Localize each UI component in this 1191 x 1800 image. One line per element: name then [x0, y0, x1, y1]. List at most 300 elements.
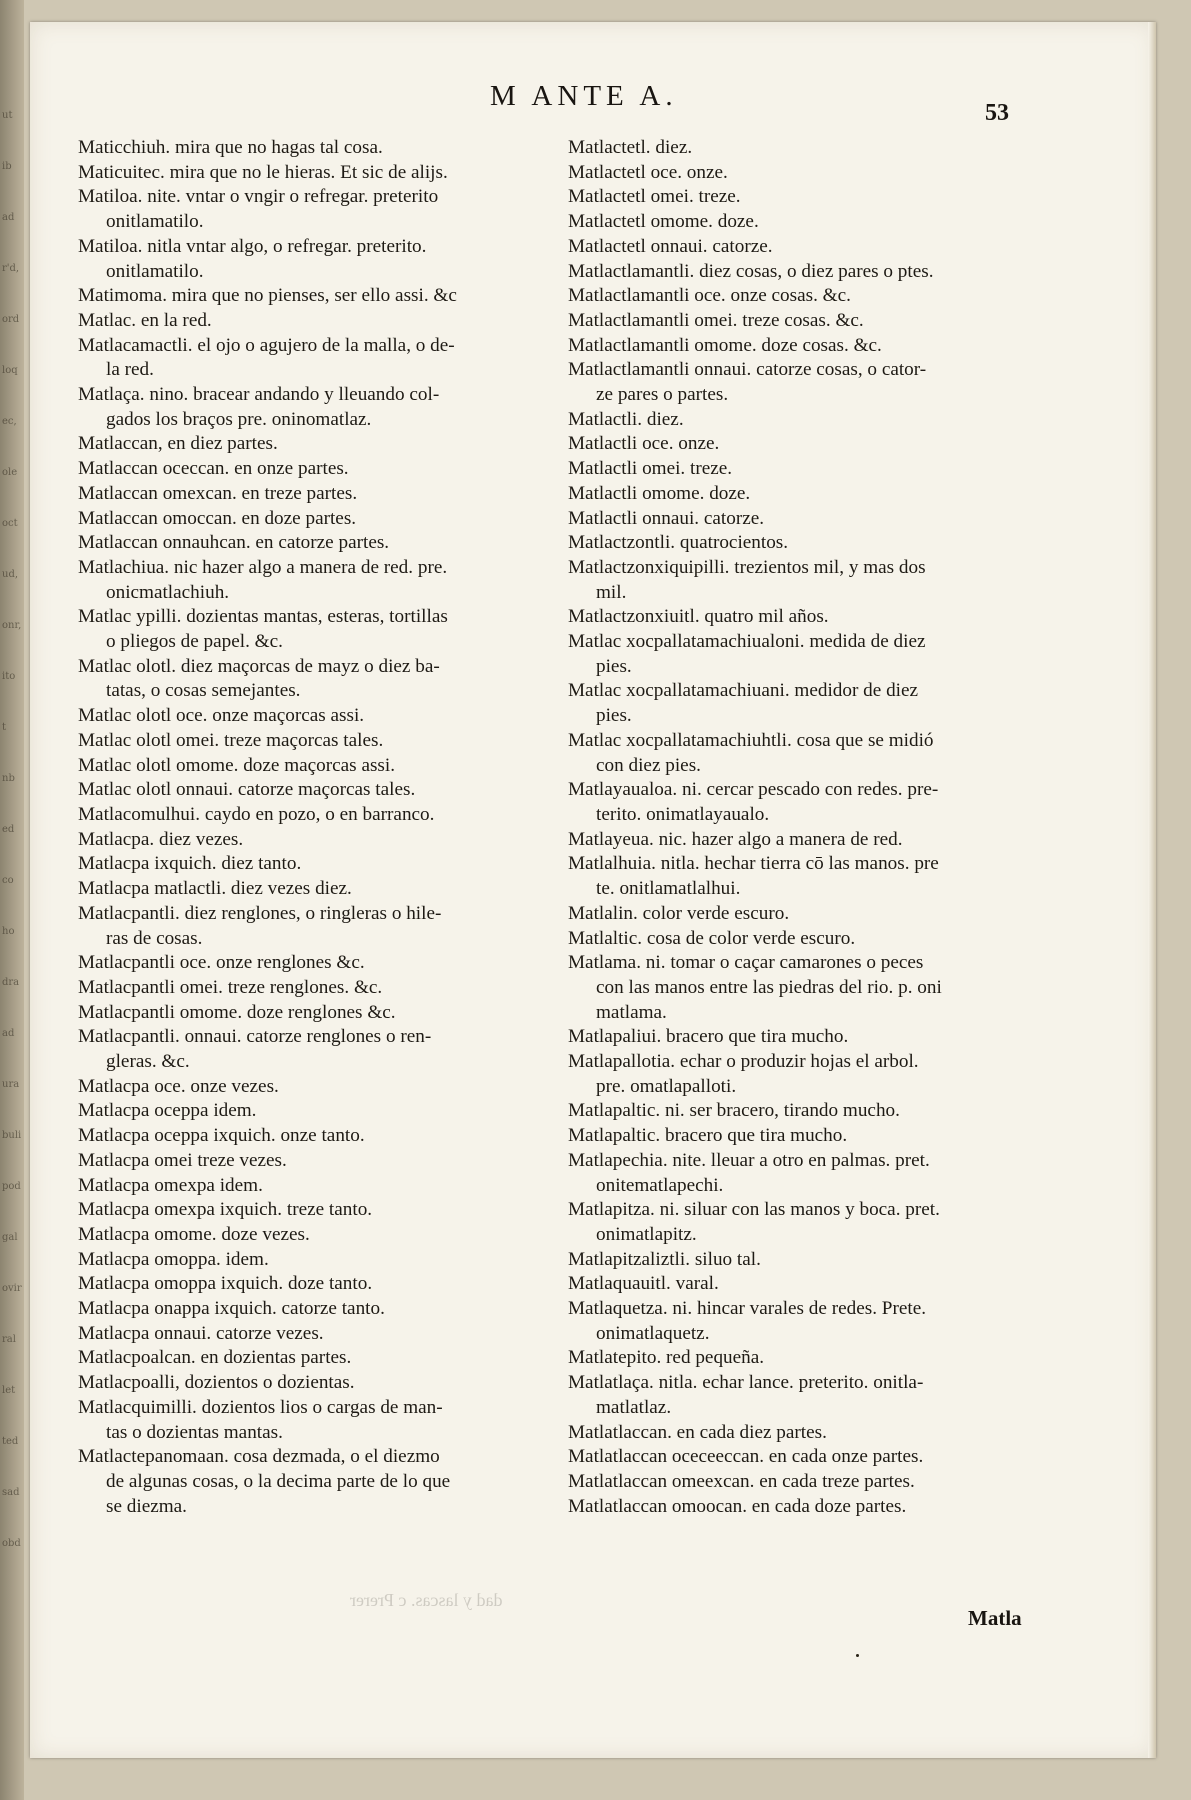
dictionary-entry: [78, 1297, 550, 1322]
entry-definition: onnaui. catorze vezes.: [154, 1322, 324, 1344]
dictionary-entry: [78, 754, 550, 779]
entry-headword: Matlactetl: [568, 211, 646, 233]
dictionary-entry: [78, 309, 550, 334]
entry-headword: Matlapaltic.: [568, 1100, 661, 1122]
entry-definition: oceceeccan. en cada onze partes.: [671, 1446, 924, 1468]
entry-headword: Matlactlamantli: [568, 309, 690, 331]
entry-definition: omome. doze maçorcas assi.: [176, 754, 396, 776]
entry-headword: Matlatepito.: [568, 1347, 662, 1369]
dictionary-entry: [568, 358, 1036, 407]
dictionary-entry: [568, 260, 1036, 285]
dictionary-entry: [78, 778, 550, 803]
dictionary-entry: [78, 655, 550, 704]
entry-headword: Matlacomulhui.: [78, 803, 201, 825]
dictionary-entry: [78, 432, 550, 457]
entry-definition: diez renglones, o ringleras o hile-: [184, 902, 442, 924]
dictionary-entry: [568, 1346, 1036, 1371]
entry-headword: Matlacpa: [78, 1125, 150, 1147]
dictionary-entry: [78, 828, 550, 853]
entry-headword: Matlacpantli: [78, 952, 175, 974]
entry-definition: en diez partes.: [167, 433, 278, 455]
entry-headword: Matlacpantli.: [78, 902, 180, 924]
entry-headword: Matlatlaccan: [568, 1495, 668, 1517]
entry-headword: Matlayeua.: [568, 828, 654, 850]
right-column: [568, 136, 1036, 1519]
entry-headword: Matlactetl: [568, 186, 646, 208]
dictionary-entry: [78, 1075, 550, 1100]
bleed-mark: t: [2, 722, 7, 733]
bleed-mark: ud,: [2, 569, 19, 580]
bleed-mark: ad: [2, 1028, 15, 1039]
entry-headword: Matlalin.: [568, 902, 638, 924]
entry-definition: diez.: [646, 408, 684, 430]
dictionary-entry: [568, 284, 1036, 309]
dictionary-entry: [78, 852, 550, 877]
bleed-mark: onr,: [2, 620, 22, 631]
bleed-mark: sad: [2, 1487, 20, 1498]
entry-headword: Matlacpa: [78, 1075, 150, 1097]
entry-definition: omome. doze cosas. &c.: [694, 334, 882, 356]
entry-definition: ixquich. diez tanto.: [154, 853, 302, 875]
entry-continuation: ras de cosas.: [106, 927, 203, 949]
entry-headword: Matlacpa: [78, 1223, 150, 1245]
entry-continuation: gleras. &c.: [106, 1051, 190, 1073]
entry-continuation: onimatlaquetz.: [596, 1322, 710, 1344]
entry-headword: Matlacpa: [78, 1174, 150, 1196]
entry-definition: el ojo o agujero de la malla, o de-: [197, 334, 455, 356]
entry-definition: diez vezes.: [158, 828, 244, 850]
entry-headword: Matlactzonxiquipilli.: [568, 556, 730, 578]
entry-definition: ni. tomar o caçar camarones o peces: [645, 952, 924, 974]
entry-continuation: ze pares o partes.: [596, 384, 729, 406]
dictionary-entry: [78, 1174, 550, 1199]
dictionary-entry: [78, 136, 550, 161]
dictionary-entry: [78, 951, 550, 976]
dictionary-entry: [78, 1371, 550, 1396]
entry-headword: Matlaquauitl.: [568, 1273, 671, 1295]
dictionary-entry: [78, 1396, 550, 1445]
entry-headword: Matlac olotl: [78, 705, 172, 727]
entry-continuation: matlama.: [596, 1001, 667, 1023]
bleed-mark: pod: [2, 1181, 21, 1192]
bleed-mark: nb: [2, 773, 15, 784]
bleed-mark: gal: [2, 1232, 18, 1243]
dictionary-entry: [568, 1272, 1036, 1297]
entry-headword: Matlac olotl: [78, 729, 172, 751]
dictionary-entry: [78, 161, 550, 186]
bleed-mark: loq: [2, 365, 18, 376]
entry-headword: Matlaça.: [78, 384, 145, 406]
dictionary-entry: [568, 408, 1036, 433]
entry-definition: oce. onze cosas. &c.: [694, 285, 851, 307]
bleed-mark: ole: [2, 467, 18, 478]
entry-definition: oce. onze maçorcas assi.: [176, 705, 365, 727]
entry-definition: nitla. hechar tierra cō las manos. pre: [660, 853, 939, 875]
entry-headword: Matlaccan: [78, 532, 158, 554]
entry-headword: Matlacquimilli.: [78, 1396, 197, 1418]
entry-definition: diez maçorcas de mayz o diez ba-: [180, 655, 440, 677]
entry-headword: Matlatlaccan.: [568, 1421, 672, 1443]
dictionary-entry: [568, 1198, 1036, 1247]
entry-definition: bracero que tira mucho.: [664, 1125, 848, 1147]
entry-headword: Matlacpantli.: [78, 1026, 180, 1048]
bleed-mark: let: [2, 1385, 16, 1396]
dictionary-entry: [568, 1050, 1036, 1099]
entry-headword: Matlactlamantli.: [568, 260, 695, 282]
entry-definition: dozientos lios o cargas de man-: [201, 1396, 443, 1418]
entry-headword: Matiloa.: [78, 186, 143, 208]
entry-headword: Matlactetl: [568, 235, 646, 257]
entry-continuation: onicmatlachiuh.: [106, 581, 230, 603]
entry-headword: Matlacpa: [78, 853, 150, 875]
bleed-mark: buli: [2, 1130, 22, 1141]
entry-definition: medida de diez: [809, 631, 926, 653]
entry-definition: en la red.: [140, 309, 212, 331]
entry-headword: Matlatlaccan: [568, 1446, 668, 1468]
entry-headword: Matlactli: [568, 458, 638, 480]
dictionary-entry: [568, 630, 1036, 679]
dictionary-entry: [568, 457, 1036, 482]
dictionary-entry: [568, 1149, 1036, 1198]
entry-definition: quatro mil años.: [704, 606, 829, 628]
entry-continuation: de algunas cosas, o la decima parte de lo que: [106, 1470, 451, 1492]
entry-headword: Matiloa.: [78, 235, 143, 257]
entry-definition: omoppa. idem.: [154, 1248, 269, 1270]
entry-definition: onnaui. catorze renglones o ren-: [184, 1026, 432, 1048]
bleed-mark: ord: [2, 314, 20, 325]
entry-definition: nino. bracear andando y lleuando col-: [149, 384, 440, 406]
bleed-mark: ed: [2, 824, 15, 835]
dictionary-entry: [78, 507, 550, 532]
entry-continuation: onitlamatilo.: [106, 260, 204, 282]
dictionary-entry: [78, 1223, 550, 1248]
entry-definition: omexpa ixquich. treze tanto.: [154, 1199, 373, 1221]
entry-definition: nic. hazer algo a manera de red.: [658, 828, 903, 850]
entry-definition: oceccan. en onze partes.: [162, 458, 349, 480]
dictionary-entry: [568, 1445, 1036, 1470]
dictionary-entry: [568, 927, 1036, 952]
entry-continuation: te. onitlamatlalhui.: [596, 878, 741, 900]
entry-headword: Matlactetl: [568, 161, 646, 183]
dictionary-entry: [568, 605, 1036, 630]
dictionary-entry: [568, 482, 1036, 507]
dictionary-entry: [78, 531, 550, 556]
entry-headword: Matlapaltic.: [568, 1125, 661, 1147]
dictionary-entry: [568, 1248, 1036, 1273]
entry-definition: bracero que tira mucho.: [666, 1026, 849, 1048]
catchword: Matla: [968, 1606, 1022, 1630]
page-number: 53: [985, 100, 1009, 126]
dictionary-entry: [78, 1124, 550, 1149]
bleed-mark: ho: [2, 926, 15, 937]
bleed-mark: ral: [2, 1334, 16, 1345]
dictionary-entry: [568, 902, 1036, 927]
entry-definition: omoccan. en doze partes.: [162, 507, 357, 529]
entry-continuation: onitlamatilo.: [106, 211, 204, 233]
entry-headword: Matlac xocpallatamachiuani.: [568, 680, 790, 702]
dictionary-entry: [568, 334, 1036, 359]
entry-headword: Matlacpantli: [78, 1001, 175, 1023]
entry-definition: nitla vntar algo, o refregar. preterito.: [147, 235, 427, 257]
bleed-mark: ovir: [2, 1283, 22, 1294]
entry-headword: Matlac.: [78, 309, 137, 331]
dictionary-entry: [568, 778, 1036, 827]
entry-headword: Matlama.: [568, 952, 641, 974]
entry-continuation: con diez pies.: [596, 754, 701, 776]
left-column: [78, 136, 550, 1519]
dictionary-entry: [568, 951, 1036, 1025]
entry-headword: Matlacpa: [78, 1322, 150, 1344]
entry-definition: oce. onze renglones &c.: [179, 952, 365, 974]
dictionary-entry: [78, 334, 550, 383]
entry-definition: omexcan. en treze partes.: [162, 482, 358, 504]
entry-continuation: o pliegos de papel. &c.: [106, 631, 283, 653]
entry-headword: Matlactetl.: [568, 137, 651, 158]
dictionary-entry: [568, 210, 1036, 235]
entry-continuation: pies.: [596, 705, 632, 727]
ink-speck: [856, 1654, 859, 1657]
dictionary-entry: [78, 976, 550, 1001]
entry-headword: Matlaquetza.: [568, 1298, 668, 1320]
dictionary-entry: [568, 185, 1036, 210]
entry-headword: Matlacpa: [78, 1100, 150, 1122]
entry-continuation: onitematlapechi.: [596, 1174, 724, 1196]
entry-headword: Matlac ypilli.: [78, 606, 182, 628]
dictionary-entry: [568, 1470, 1036, 1495]
entry-definition: matlactli. diez vezes diez.: [154, 878, 352, 900]
entry-continuation: mil.: [596, 581, 627, 603]
entry-headword: Matlactzontli.: [568, 532, 676, 554]
entry-definition: dozientos o dozientas.: [184, 1372, 355, 1394]
page-edge-shadow: [1148, 22, 1156, 1758]
bleed-mark: co: [2, 875, 14, 886]
dictionary-entry: [78, 235, 550, 284]
entry-definition: mira que no hagas tal cosa.: [174, 137, 383, 158]
entry-headword: Matlacpa: [78, 1298, 150, 1320]
dictionary-entry: [78, 1445, 550, 1519]
entry-definition: nitla. echar lance. preterito. onitla-: [658, 1372, 924, 1394]
entry-continuation: la red.: [106, 359, 154, 381]
entry-definition: medidor de diez: [794, 680, 919, 702]
entry-headword: Matlacpantli: [78, 976, 175, 998]
entry-headword: Matlactli: [568, 433, 638, 455]
entry-headword: Matlacpoalcan.: [78, 1347, 196, 1369]
dictionary-entry: [568, 161, 1036, 186]
entry-headword: Matlaccan,: [78, 433, 163, 455]
entry-headword: Matlac olotl: [78, 779, 172, 801]
entry-definition: omoppa ixquich. doze tanto.: [154, 1273, 373, 1295]
dictionary-entry: [78, 803, 550, 828]
entry-definition: omome. doze renglones &c.: [179, 1001, 396, 1023]
running-head: M ANTE A.: [490, 80, 678, 112]
dictionary-entry: [568, 235, 1036, 260]
entry-definition: nic hazer algo a manera de red. pre.: [173, 556, 448, 578]
dictionary-entry: [78, 284, 550, 309]
entry-continuation: pre. omatlapalloti.: [596, 1075, 737, 1097]
entry-definition: ni. siluar con las manos y boca. pret.: [659, 1199, 940, 1221]
dictionary-entry: [568, 1371, 1036, 1420]
dictionary-entry: [568, 432, 1036, 457]
entry-headword: Matlacpa: [78, 1199, 150, 1221]
entry-headword: Matlapitza.: [568, 1199, 655, 1221]
dictionary-entry: [78, 185, 550, 234]
entry-definition: trezientos mil, y mas dos: [734, 556, 926, 578]
entry-definition: onnaui. catorze cosas, o cator-: [694, 359, 927, 381]
entry-continuation: gados los braços pre. oninomatlaz.: [106, 408, 372, 430]
entry-definition: oce. onze.: [642, 433, 720, 455]
entry-definition: ni. ser bracero, tirando mucho.: [664, 1100, 900, 1122]
entry-headword: Matlapaliui.: [568, 1026, 662, 1048]
entry-headword: Matlactli: [568, 482, 638, 504]
entry-definition: omei treze vezes.: [154, 1149, 287, 1171]
entry-definition: onappa ixquich. catorze tanto.: [154, 1298, 385, 1320]
bleed-mark: ted: [2, 1436, 19, 1447]
bleed-mark: ito: [2, 671, 16, 682]
entry-headword: Matlactli.: [568, 408, 643, 430]
entry-definition: diez.: [655, 137, 693, 158]
entry-definition: ni. cercar pescado con redes. pre-: [682, 779, 939, 801]
entry-headword: Matlaccan: [78, 458, 158, 480]
bleed-mark: ec,: [2, 416, 17, 427]
bleed-mark: ad: [2, 212, 15, 223]
entry-definition: omome. doze vezes.: [154, 1223, 310, 1245]
entry-definition: mira que no le hieras. Et sic de alijs.: [169, 161, 448, 183]
bleed-mark: oct: [2, 518, 18, 529]
entry-headword: Matlactli: [568, 507, 638, 529]
bleed-mark: ura: [2, 1079, 20, 1090]
bleed-mark: dra: [2, 977, 20, 988]
entry-headword: Matlapitzaliztli.: [568, 1248, 691, 1270]
dictionary-entry: [568, 1297, 1036, 1346]
entry-headword: Matlapechia.: [568, 1149, 668, 1171]
entry-headword: Matlacpa: [78, 878, 150, 900]
dictionary-entry: [568, 1495, 1036, 1520]
entry-definition: en cada diez partes.: [676, 1421, 827, 1443]
entry-continuation: terito. onimatlayaualo.: [596, 803, 770, 825]
entry-definition: onnauhcan. en catorze partes.: [162, 532, 390, 554]
entry-definition: ni. hincar varales de redes. Prete.: [672, 1298, 927, 1320]
entry-headword: Matlac xocpallatamachiualoni.: [568, 631, 805, 653]
entry-definition: cosa que se midió: [796, 729, 934, 751]
entry-definition: mira que no pienses, ser ello assi. &c: [171, 285, 457, 307]
bleed-mark: r'd,: [2, 263, 20, 274]
dictionary-entry: [568, 309, 1036, 334]
dictionary-entry: [78, 877, 550, 902]
entry-headword: Matlatlaça.: [568, 1372, 654, 1394]
dictionary-entry: [78, 1099, 550, 1124]
dictionary-entry: [78, 1149, 550, 1174]
dictionary-entry: [78, 556, 550, 605]
entry-definition: diez cosas, o diez pares o ptes.: [699, 260, 934, 282]
entry-headword: Matlactlamantli: [568, 359, 690, 381]
entry-headword: Maticuitec.: [78, 161, 165, 183]
entry-definition: omei. treze cosas. &c.: [694, 309, 864, 331]
entry-definition: omei. treze renglones. &c.: [179, 976, 383, 998]
entry-headword: Matlacpa: [78, 1149, 150, 1171]
entry-definition: omei. treze.: [650, 186, 741, 208]
entry-headword: Matlayaualoa.: [568, 779, 678, 801]
bleed-mark: ib: [2, 161, 12, 172]
dictionary-entry: [568, 729, 1036, 778]
entry-definition: red pequeña.: [666, 1347, 765, 1369]
dictionary-entry: [78, 704, 550, 729]
dictionary-entry: [78, 1346, 550, 1371]
entry-headword: Matlacpa: [78, 1248, 150, 1270]
dictionary-entry: [568, 1099, 1036, 1124]
entry-headword: Matlac olotl.: [78, 655, 177, 677]
entry-definition: oce. onze vezes.: [154, 1075, 279, 1097]
entry-headword: Matlac xocpallatamachiuhtli.: [568, 729, 792, 751]
entry-definition: varal.: [675, 1273, 719, 1295]
entry-continuation: onimatlapitz.: [596, 1223, 697, 1245]
entry-definition: oce. onze.: [650, 161, 728, 183]
entry-definition: siluo tal.: [694, 1248, 761, 1270]
entry-headword: Matlaccan: [78, 482, 158, 504]
bleed-mark: obd: [2, 1538, 21, 1549]
entry-headword: Matlacpoalli,: [78, 1372, 180, 1394]
dictionary-entry: [78, 1272, 550, 1297]
entry-definition: color verde escuro.: [642, 902, 790, 924]
dictionary-entry: [78, 1322, 550, 1347]
dictionary-entry: [568, 531, 1036, 556]
entry-headword: Matlacpa: [78, 1273, 150, 1295]
entry-definition: nite. lleuar a otro en palmas. pret.: [672, 1149, 930, 1171]
entry-headword: Maticchiuh.: [78, 137, 171, 158]
dictionary-entry: [78, 729, 550, 754]
entry-headword: Matlactlamantli: [568, 334, 690, 356]
entry-headword: Matlaccan: [78, 507, 158, 529]
entry-definition: oceppa ixquich. onze tanto.: [154, 1125, 365, 1147]
entry-definition: omome. doze.: [650, 211, 759, 233]
entry-definition: omoocan. en cada doze partes.: [671, 1495, 907, 1517]
dictionary-entry: [78, 457, 550, 482]
entry-definition: en dozientas partes.: [200, 1347, 352, 1369]
dictionary-entry: [568, 1124, 1036, 1149]
dictionary-entry: [78, 383, 550, 432]
dictionary-entry: [78, 605, 550, 654]
entry-headword: Matimoma.: [78, 285, 167, 307]
entry-headword: Matlacamactli.: [78, 334, 193, 356]
dictionary-entry: [78, 1025, 550, 1074]
entry-headword: Matlactepanomaan.: [78, 1446, 229, 1468]
entry-definition: omexpa idem.: [154, 1174, 263, 1196]
entry-continuation: pies.: [596, 655, 632, 677]
entry-headword: Matlatlaccan: [568, 1470, 668, 1492]
dictionary-entry: [568, 1421, 1036, 1446]
entry-definition: omome. doze.: [642, 482, 751, 504]
dictionary-entry: [78, 902, 550, 951]
entry-definition: onnaui. catorze.: [642, 507, 765, 529]
dictionary-entry: [78, 1248, 550, 1273]
entry-continuation: se diezma.: [106, 1495, 187, 1517]
dictionary-entry: [568, 507, 1036, 532]
entry-continuation: tatas, o cosas semejantes.: [106, 680, 301, 702]
entry-headword: Matlapallotia.: [568, 1051, 676, 1073]
entry-continuation: tas o dozientas mantas.: [106, 1421, 283, 1443]
entry-definition: onnaui. catorze.: [650, 235, 773, 257]
entry-headword: Matlacpa.: [78, 828, 155, 850]
bleed-mark: ut: [2, 110, 13, 121]
entry-definition: omei. treze maçorcas tales.: [176, 729, 384, 751]
entry-headword: Matlachiua.: [78, 556, 170, 578]
entry-headword: Matlaltic.: [568, 927, 643, 949]
dictionary-entry: [568, 556, 1036, 605]
entry-definition: nite. vntar o vngir o refregar. preterito: [147, 186, 439, 208]
entry-definition: quatrocientos.: [679, 532, 789, 554]
entry-definition: cosa de color verde escuro.: [646, 927, 856, 949]
dictionary-entry: [78, 1001, 550, 1026]
dictionary-entry: [568, 679, 1036, 728]
